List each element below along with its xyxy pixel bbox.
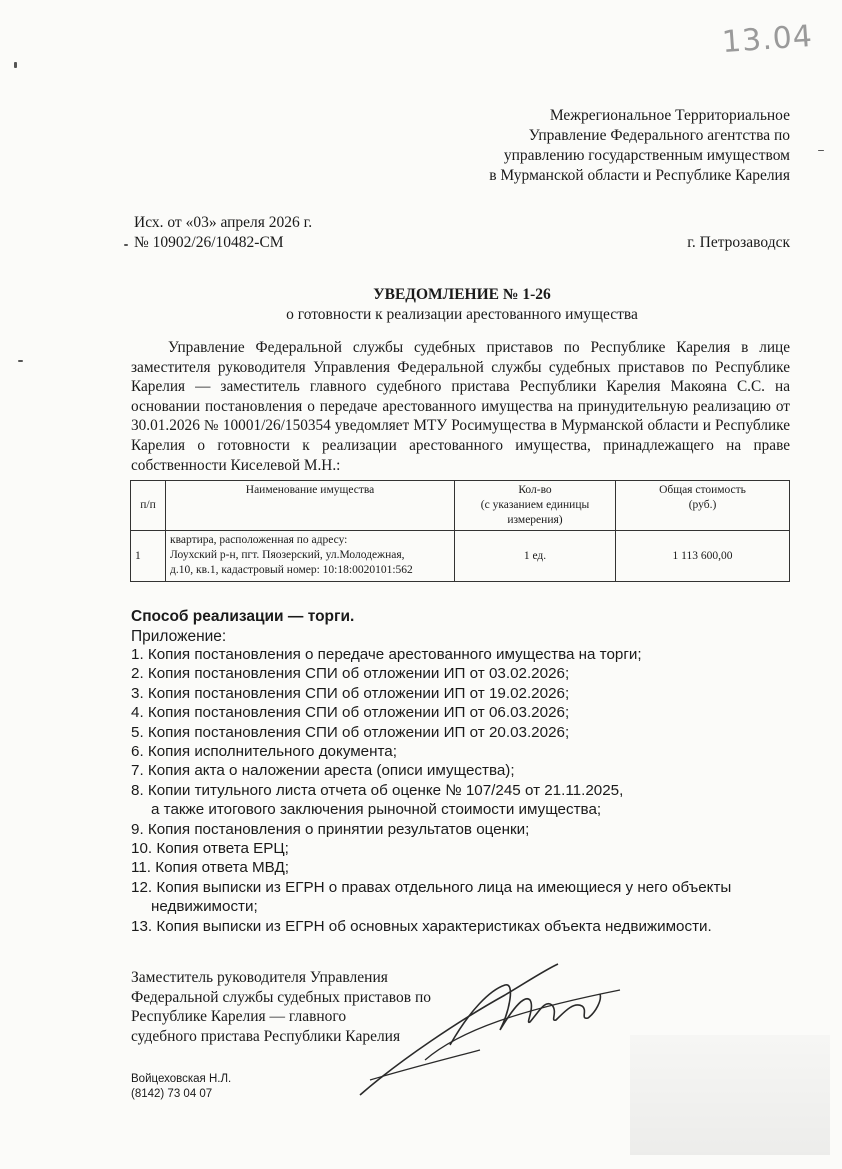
item-number: 11.	[131, 859, 156, 877]
city: г. Петрозаводск	[687, 234, 790, 251]
list-item	[131, 858, 781, 877]
item-number: 9.	[131, 820, 148, 838]
item-text: Копия выписки из ЕГРН об основных характеристиках объекта недвижимости.	[156, 917, 712, 935]
executor-phone: (8142) 73 04 07	[131, 1088, 213, 1100]
body-paragraph: Управление Федеральной службы судебных приставов по Республике Карелия в лице заместителя руководителя Управления Федеральной службы судебных приставов по Республике Карелия — заместитель главного судебного пристава Республики Карелия Макояна С.С. на основании постановления о передаче арестованного имущества на принудительную реализацию от 30.01.2026 № 10001/26/150354 уведомляет МТУ Росимущества в Мурманской области и Республике Карелия о готовности к реализации арестованного имущества, принадлежащего на праве собственности Киселевой М.Н.:	[131, 339, 790, 474]
executor-name: Войцеховская Н.Л.	[131, 1073, 232, 1085]
list-item	[131, 664, 781, 683]
item-number: 10.	[131, 840, 157, 858]
header-qty: Кол-во (с указанием единицы измерения)	[455, 481, 616, 531]
list-item	[131, 917, 781, 936]
list-item	[131, 645, 781, 664]
executor-block	[131, 1072, 231, 1102]
item-text: Копии титульного листа отчета об оценке № 107/245 от 21.11.2025,	[147, 781, 624, 799]
item-number: 4.	[131, 704, 148, 722]
signer-line: Республике Карелия — главного	[131, 1008, 347, 1025]
notice-title: УВЕДОМЛЕНИЕ № 1-26	[373, 286, 551, 303]
list-item	[131, 684, 781, 703]
table-row	[131, 531, 790, 582]
item-continuation: недвижимости;	[151, 898, 258, 916]
notice-heading	[134, 285, 790, 325]
list-item	[131, 703, 781, 722]
list-item	[131, 839, 781, 858]
header-cost: Общая стоимость (руб.)	[616, 481, 790, 531]
item-text: Копия постановления СПИ об отложении ИП от 06.03.2026;	[147, 704, 570, 722]
table-header-row	[131, 481, 790, 531]
item-text: Копия исполнительного документа;	[147, 743, 397, 761]
list-item	[131, 723, 781, 742]
cell-name: квартира, расположенная по адресу: Лоухский р-н, пгт. Пяозерский, ул.Молодежная, д.10, кв.1, кадастровый номер: 10:18:0020101:562	[166, 531, 455, 582]
list-item	[131, 742, 781, 761]
outgoing-number: № 10902/26/10482-СМ	[134, 234, 284, 251]
cell-num: 1	[131, 531, 166, 582]
item-number: 12.	[131, 878, 157, 896]
item-text: Копия постановления о передаче арестованного имущества на торги;	[147, 646, 642, 663]
signer-line: судебного пристава Республики Карелия	[131, 1027, 401, 1045]
addressee-line: управлению государственным имуществом	[503, 147, 790, 164]
handwritten-note: 13.04	[720, 18, 815, 61]
item-number: 3.	[131, 684, 148, 702]
item-number: 2.	[131, 665, 148, 683]
scan-speck	[18, 360, 23, 362]
addressee-block	[370, 106, 790, 186]
property-table	[130, 480, 790, 582]
item-number: 13.	[131, 917, 157, 935]
list-item	[131, 820, 781, 839]
item-number: 8.	[131, 781, 148, 799]
item-text: Копия акта о наложении ареста (описи имущества);	[147, 762, 515, 780]
notice-subtitle: о готовности к реализации арестованного имущества	[286, 306, 638, 323]
outgoing-date: Исх. от «03» апреля 2026 г.	[134, 214, 313, 231]
item-number: 1.	[131, 646, 148, 663]
item-text: Копия ответа МВД;	[155, 859, 289, 877]
faded-stamp-area	[630, 1035, 830, 1155]
item-text: Копия выписки из ЕГРН о правах отдельного лица на имеющиеся у него объекты	[156, 878, 732, 896]
header-num: п/п	[131, 481, 166, 531]
sale-method: Способ реализации — торги.	[131, 608, 355, 625]
list-item	[131, 781, 781, 820]
list-item	[131, 761, 781, 780]
item-text: Копия постановления СПИ об отложении ИП от 03.02.2026;	[147, 665, 570, 683]
item-number: 5.	[131, 723, 148, 741]
item-text: Копия постановления СПИ об отложении ИП от 19.02.2026;	[147, 684, 570, 702]
addressee-line: Межрегиональное Территориальное	[549, 107, 790, 124]
list-item	[131, 878, 781, 917]
cell-qty: 1 ед.	[455, 531, 616, 582]
item-continuation: а также итогового заключения рыночной стоимости имущества;	[151, 801, 602, 819]
signer-line: Заместитель руководителя Управления	[131, 969, 388, 986]
attachments-label: Приложение:	[131, 628, 227, 645]
addressee-line: в Мурманской области и Республике Карелия	[489, 167, 790, 184]
scan-speck	[818, 150, 824, 151]
item-text: Копия постановления о принятии результатов оценки;	[147, 820, 530, 838]
scan-speck	[124, 244, 128, 246]
handwritten-signature	[330, 950, 630, 1100]
outgoing-reference	[134, 213, 312, 253]
attachments-list	[131, 645, 781, 936]
item-number: 6.	[131, 743, 148, 761]
addressee-line: Управление Федерального агентства по	[528, 127, 790, 144]
item-text: Копия ответа ЕРЦ;	[156, 840, 289, 858]
item-number: 7.	[131, 762, 148, 780]
header-name: Наименование имущества	[166, 481, 455, 531]
item-text: Копия постановления СПИ об отложении ИП от 20.03.2026;	[147, 723, 570, 741]
signer-line: Федеральной службы судебных приставов по	[131, 988, 432, 1006]
cell-cost: 1 113 600,00	[616, 531, 790, 582]
scan-speck	[14, 62, 17, 68]
